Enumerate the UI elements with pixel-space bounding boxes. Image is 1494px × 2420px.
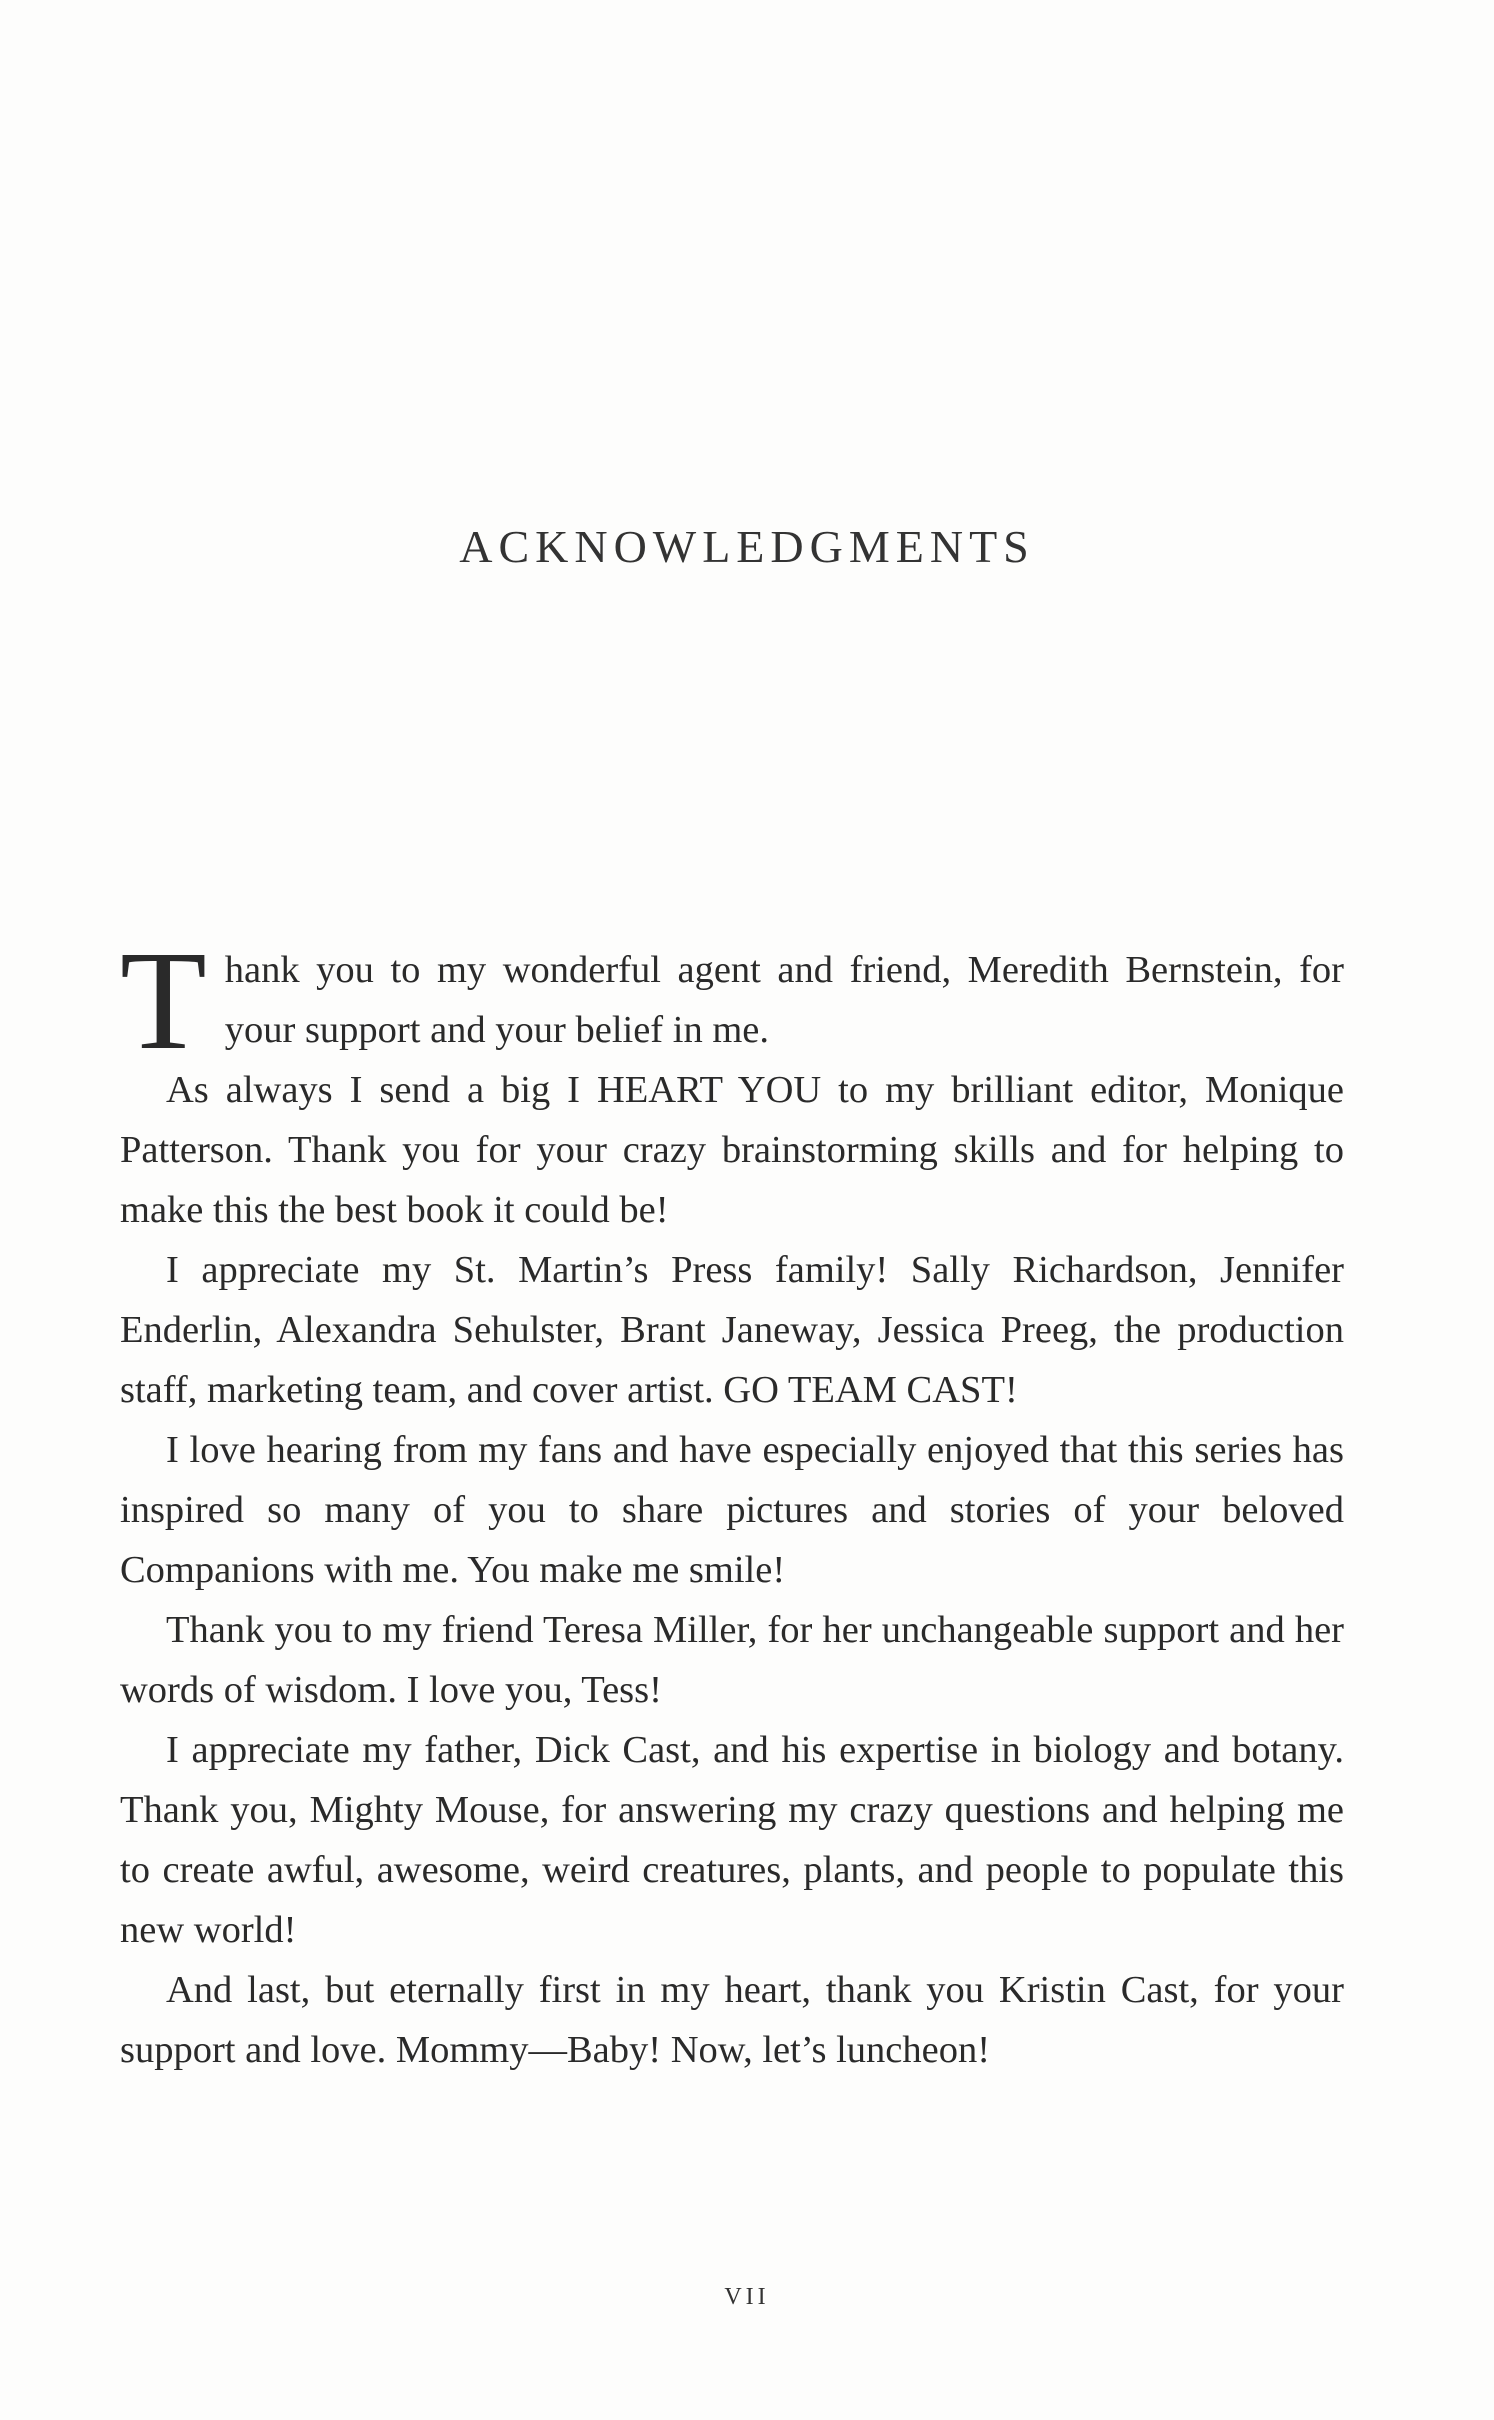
acknowledgments-body <box>120 921 1344 2080</box>
paragraph-2: As always I send a big I HEART YOU to my brilliant editor, Monique Patterson. Thank you for your crazy brainstorming skills and for helping to make this the best book it could be! <box>120 1069 1344 1231</box>
paragraph-3: I appreciate my St. Martin’s Press family! Sally Richardson, Jennifer Enderlin, Alexandra Sehulster, Brant Janeway, Jessica Preeg, the production staff, marketing team, and cover artist. GO TEAM CAST! <box>120 1249 1344 1411</box>
paragraph-5: Thank you to my friend Teresa Miller, for her unchangeable support and her words of wisdom. I love you, Tess! <box>120 1609 1344 1711</box>
drop-cap: T <box>120 921 207 1079</box>
paragraph-6: I appreciate my father, Dick Cast, and his expertise in biology and botany. Thank you, Mighty Mouse, for answering my crazy questions and helping me to create awful, awesome, weird creatures, plants, and people to populate this new world! <box>120 1729 1344 1951</box>
paragraph-4: I love hearing from my fans and have especially enjoyed that this series has inspired so many of you to share pictures and stories of your beloved Companions with me. You make me smile! <box>120 1429 1344 1591</box>
paragraph-1 <box>120 921 1344 1079</box>
paragraph-1-text: hank you to my wonderful agent and friend, Meredith Bernstein, for your support and your belief in me. <box>224 949 1344 1051</box>
page-number: VII <box>724 2284 770 2310</box>
chapter-title: ACKNOWLEDGMENTS <box>459 521 1035 572</box>
paragraph-7: And last, but eternally first in my heart, thank you Kristin Cast, for your support and love. Mommy—Baby! Now, let’s luncheon! <box>120 1969 1344 2071</box>
